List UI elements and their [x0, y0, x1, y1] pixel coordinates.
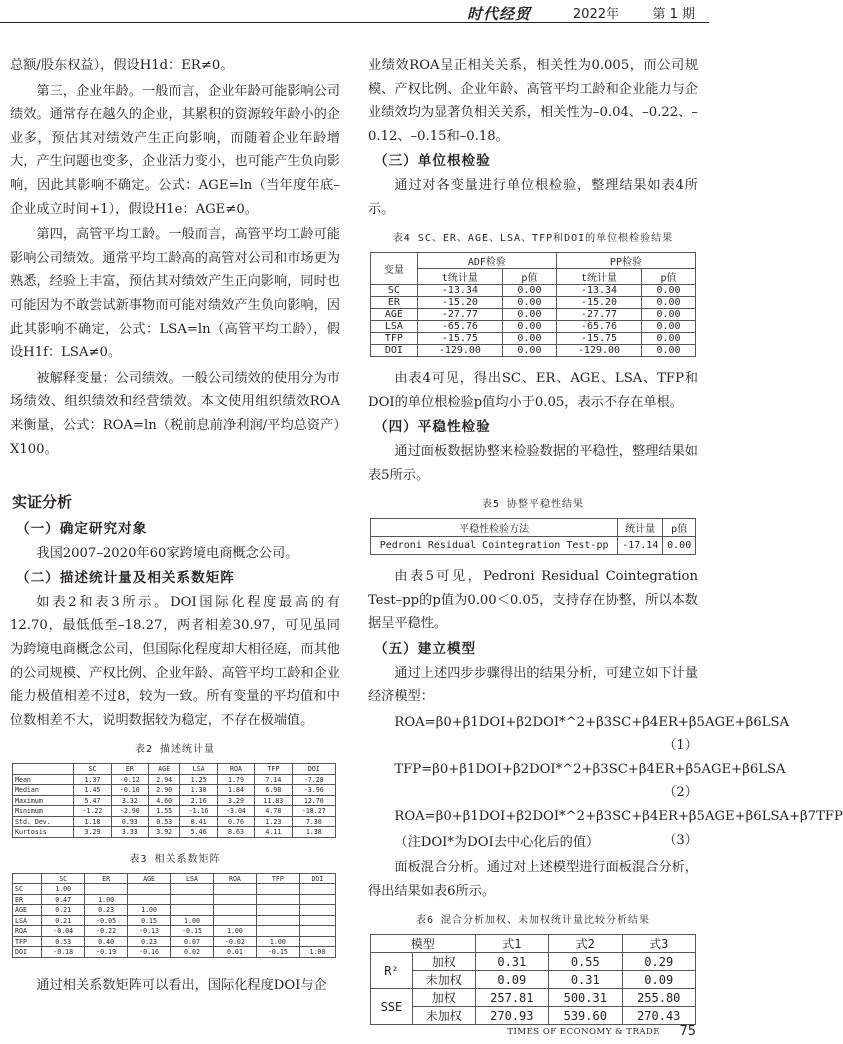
table-cell: -0.02 — [213, 936, 256, 947]
table-cell: 0.31 — [549, 971, 622, 989]
table-cell: 0.00 — [503, 285, 557, 297]
table-header-row — [13, 764, 336, 775]
table-cell: -1.22 — [74, 806, 111, 817]
table-header-cell: 变量 — [371, 253, 418, 285]
page-footer — [368, 1024, 698, 1040]
table-cell: 1.38 — [292, 827, 335, 838]
table-header-cell — [13, 873, 42, 884]
table-cell: 未加权 — [412, 971, 475, 989]
table-caption: 表3 相关系数矩阵 — [129, 853, 221, 865]
table-cell: -0.22 — [85, 926, 128, 937]
table-header-cell: DOI — [292, 764, 335, 775]
table-cell: -3.04 — [217, 806, 254, 817]
table-cell: 1.00 — [213, 926, 256, 937]
table-cell: 0.02 — [171, 947, 214, 958]
issue-year: 2022年 — [572, 7, 619, 22]
table-header-cell: 平稳性检验方法 — [371, 519, 618, 537]
table-cell: 0.09 — [475, 971, 548, 989]
table-cell: 2.90 — [149, 785, 180, 796]
magazine-title: 时代经贸 — [466, 5, 531, 23]
paragraph: 总额/股东权益），假设H1d：ER≠0。 — [10, 58, 234, 73]
paragraph: 通过面板数据协整来检验数据的平稳性，整理结果如表5所示。 — [368, 443, 698, 483]
table-cell: 11.83 — [255, 795, 292, 806]
paragraph: 我国2007–2020年60家跨境电商概念公司。 — [36, 545, 299, 561]
table-header-cell: 统计量 — [618, 519, 663, 537]
table-cell: -129.00 — [417, 345, 502, 357]
table-cell: 1.84 — [217, 785, 254, 796]
table-cell: 0.00 — [642, 297, 696, 309]
table-cell: 0.00 — [642, 285, 696, 297]
table-cell: 0.00 — [503, 309, 557, 321]
page-number: 75 — [679, 1024, 696, 1039]
table-cell: 2.16 — [180, 795, 217, 806]
table-cell: 2.94 — [149, 774, 180, 785]
table-cell: -17.14 — [618, 537, 663, 555]
table-cell — [128, 894, 171, 905]
table-cell: 5.46 — [180, 827, 217, 838]
table-caption: 表4 SC、ER、AGE、LSA、TFP和DOI的单位根检验结果 — [392, 233, 674, 245]
table-cell: 0.00 — [663, 537, 696, 555]
table-cell: Pedroni Residual Cointegration Test-pp — [371, 537, 618, 555]
table-cell: -13.34 — [556, 285, 641, 297]
table-row — [13, 947, 336, 958]
table-cell: -0.10 — [111, 785, 148, 796]
table-header-cell: SC — [74, 764, 111, 775]
table-cell: ROA — [13, 926, 42, 937]
table-header-cell: p值 — [663, 519, 696, 537]
table-cell: 5.47 — [74, 795, 111, 806]
table-cell: AGE — [13, 905, 42, 916]
table-row — [371, 297, 696, 309]
table-row — [13, 905, 336, 916]
table-row — [13, 915, 336, 926]
table-cell — [171, 905, 214, 916]
table-row — [13, 795, 336, 806]
table-cell: 0.01 — [213, 947, 256, 958]
table-cell: 0.00 — [503, 321, 557, 333]
table-cell — [256, 884, 299, 895]
table-row — [371, 285, 696, 297]
table-cell: -65.76 — [417, 321, 502, 333]
table-cell — [256, 905, 299, 916]
table-cell: -0.16 — [128, 947, 171, 958]
table-cell: -0.04 — [42, 926, 85, 937]
table-cell: 1.23 — [255, 816, 292, 827]
table-header-cell: ROA — [213, 873, 256, 884]
table-header-cell: TFP — [255, 764, 292, 775]
table-cell: DOI — [371, 345, 418, 357]
table-header-cell: p值 — [503, 269, 557, 285]
table-cell: 257.81 — [475, 989, 548, 1007]
table-cell — [299, 884, 335, 895]
table-cell: -129.00 — [556, 345, 641, 357]
table-cell — [171, 894, 214, 905]
table-cell: 1.55 — [149, 806, 180, 817]
table-cell: Kurtosis — [13, 827, 74, 838]
table-cell: LSA — [371, 321, 418, 333]
equation-text: ROA=β0+β1DOI+β2DOI*^2+β3SC+β4ER+β5AGE+β6LSA — [394, 714, 790, 730]
table-cell: -2.90 — [111, 806, 148, 817]
table-row — [13, 884, 336, 895]
table-cell — [213, 905, 256, 916]
table-cell: 4.78 — [255, 806, 292, 817]
table-row — [13, 806, 336, 817]
table-cell — [128, 884, 171, 895]
table-cell: 0.31 — [475, 953, 548, 971]
header-rule — [0, 22, 709, 23]
table-row — [371, 537, 696, 555]
table-cell: 3.92 — [149, 827, 180, 838]
table-cell: Minimum — [13, 806, 74, 817]
table-cell: TFP — [371, 333, 418, 345]
paragraph: 被解释变量：公司绩效。一般公司绩效的使用分为市场绩效、组织绩效和经营绩效。本文使用组织绩效ROA来衡量，公式：ROA=ln（税前息前净利润/平均总资产）X100。 — [10, 370, 340, 457]
paragraph: 由表5可见，Pedroni Residual Cointegration Test–pp的p值为0.00＜0.05，支持存在协整，所以本数据呈平稳性。 — [368, 569, 698, 632]
paragraph: 如表2和表3所示。DOI国际化程度最高的有12.70，最低低至–18.27，两者相差30.97，可见虽同为跨境电商概念公司，但国际化程度却大相径庭，而其他的公司规模、产权比例、企业年龄、高管平均工龄和企业能力极值相差不过8，较为一致。所有变量的平均值和中位数相差不大，说明数据较为稳定，不存在极端值。 — [10, 594, 340, 728]
cointegration-table — [370, 518, 696, 555]
table-cell: 1.30 — [180, 785, 217, 796]
table-cell: 0.29 — [622, 953, 696, 971]
table-cell: -15.75 — [556, 333, 641, 345]
equation-text: TFP=β0+β1DOI+β2DOI*^2+β3SC+β4ER+β5AGE+β6LSA — [394, 761, 786, 777]
page-header — [0, 0, 709, 26]
table-cell: 0.40 — [85, 936, 128, 947]
table-cell: SSE — [371, 989, 413, 1025]
table-cell: 1.00 — [299, 947, 335, 958]
table-cell: -18.27 — [292, 806, 335, 817]
table-cell: -7.28 — [292, 774, 335, 785]
table-cell: 加权 — [412, 953, 475, 971]
table-cell: 0.53 — [42, 936, 85, 947]
table-cell: 1.00 — [256, 936, 299, 947]
table-cell: Median — [13, 785, 74, 796]
table-cell: 1.00 — [42, 884, 85, 895]
table-cell — [299, 936, 335, 947]
table-cell: R² — [371, 953, 413, 989]
table-cell: 0.00 — [642, 321, 696, 333]
table-cell: 0.00 — [503, 345, 557, 357]
table-row — [371, 345, 696, 357]
table-header-cell: p值 — [642, 269, 696, 285]
table-cell: ER — [371, 297, 418, 309]
table-cell: 0.21 — [42, 915, 85, 926]
table-cell: -13.34 — [417, 285, 502, 297]
table-row — [371, 321, 696, 333]
table-row — [371, 989, 696, 1007]
table-header-cell: LSA — [171, 873, 214, 884]
table-cell: -3.96 — [292, 785, 335, 796]
table-cell: 0.93 — [111, 816, 148, 827]
table-header-cell: AGE — [128, 873, 171, 884]
table-cell: ER — [13, 894, 42, 905]
subsection-heading: （五）建立模型 — [374, 640, 477, 657]
table-cell: 500.31 — [549, 989, 622, 1007]
table-row — [371, 1007, 696, 1025]
table-cell: 0.00 — [642, 309, 696, 321]
table-cell — [299, 915, 335, 926]
table-cell — [299, 894, 335, 905]
pooled-analysis-table — [370, 934, 696, 1025]
publication-name: TIMES OF ECONOMY & TRADE — [507, 1027, 660, 1037]
table-cell: 0.00 — [642, 333, 696, 345]
unit-root-test-table — [370, 252, 696, 357]
table-header-cell: ER — [111, 764, 148, 775]
table-row — [371, 333, 696, 345]
table-cell: 0.47 — [42, 894, 85, 905]
equation-text: ROA=β0+β1DOI+β2DOI*^2+β3SC+β4ER+β5AGE+β6LSA+β7TFP — [394, 809, 843, 825]
table-cell: Std. Dev. — [13, 816, 74, 827]
paragraph: 面板混合分析。通过对上述模型进行面板混合分析，得出结果如表6所示。 — [368, 860, 698, 899]
table-cell: 4.11 — [255, 827, 292, 838]
table-header-cell — [13, 764, 74, 775]
table-cell: 0.53 — [149, 816, 180, 827]
table-cell: 1.37 — [74, 774, 111, 785]
table-cell: Maximum — [13, 795, 74, 806]
table-header-row — [371, 253, 696, 269]
table-cell: 8.63 — [217, 827, 254, 838]
issue-number: 第 1 期 — [652, 7, 695, 22]
table-cell: 0.23 — [85, 905, 128, 916]
table-cell: TFP — [13, 936, 42, 947]
table-cell: 0.76 — [217, 816, 254, 827]
table-header-cell: DOI — [299, 873, 335, 884]
table-cell: -0.15 — [171, 926, 214, 937]
table-cell: 1.00 — [128, 905, 171, 916]
table-cell — [256, 926, 299, 937]
table-cell: -0.15 — [256, 947, 299, 958]
table-cell: 3.33 — [111, 827, 148, 838]
section-heading: 实证分析 — [12, 493, 73, 512]
table-row — [371, 309, 696, 321]
table-cell: 4.60 — [149, 795, 180, 806]
table-cell: 1.25 — [180, 774, 217, 785]
paragraph: 第四，高管平均工龄。一般而言，高管平均工龄可能影响公司绩效。通常平均工龄高的高管对公司和市场更为熟悉，经验上丰富，预估其对绩效产生正向影响，同时也可能因为不敢尝试新事物而可能对绩效产生负向影响，因此其影响不确定，公式：LSA=ln（高管平均工龄），假设H1f：LSA≠0。 — [10, 227, 340, 361]
table-row — [371, 953, 696, 971]
table-cell: 1.00 — [171, 915, 214, 926]
table-cell — [213, 884, 256, 895]
subsection-heading: （四）平稳性检验 — [374, 419, 491, 436]
table-cell: -65.76 — [556, 321, 641, 333]
paragraph: 通过上述四步步骤得出的结果分析，可建立如下计量经济模型： — [368, 665, 698, 705]
descriptive-stats-table — [12, 763, 336, 838]
equation-note: （注DOI*为DOI去中心化后的值） — [394, 834, 600, 850]
table-header-cell: AGE — [149, 764, 180, 775]
table-cell: 0.00 — [642, 345, 696, 357]
table-header-row — [13, 873, 336, 884]
table-cell: 3.32 — [111, 795, 148, 806]
table-row — [13, 894, 336, 905]
table-cell: 7.30 — [292, 816, 335, 827]
table-cell: 0.07 — [171, 936, 214, 947]
table-cell: 1.79 — [217, 774, 254, 785]
equation-tag: （2） — [663, 785, 698, 801]
table-cell: -0.13 — [128, 926, 171, 937]
table-cell: AGE — [371, 309, 418, 321]
table-header-row — [371, 935, 696, 953]
right-column — [368, 54, 843, 1025]
subsection-heading: （二）描述统计量及相关系数矩阵 — [16, 570, 235, 587]
table-row — [13, 785, 336, 796]
table-cell — [85, 884, 128, 895]
table-caption: 表6 混合分析加权、未加权统计量比较分析结果 — [415, 915, 651, 927]
table-header-cell: 式2 — [549, 935, 622, 953]
equation-1 — [368, 711, 790, 754]
table-cell: 0.00 — [503, 297, 557, 309]
table-cell: -1.16 — [180, 806, 217, 817]
table-cell: 0.23 — [128, 936, 171, 947]
table-cell: 3.29 — [74, 827, 111, 838]
correlation-matrix-table — [12, 873, 336, 958]
table-cell — [299, 905, 335, 916]
table-cell: 270.43 — [622, 1007, 696, 1025]
table-header-cell: t统计量 — [556, 269, 641, 285]
table-caption: 表2 描述统计量 — [134, 744, 216, 756]
table-cell: 255.80 — [622, 989, 696, 1007]
table-cell — [213, 894, 256, 905]
table-header-cell: 式3 — [622, 935, 696, 953]
table-cell: 0.21 — [42, 905, 85, 916]
subsection-heading: （三）单位根检验 — [374, 153, 491, 170]
paragraph: 由表4可见，得出SC、ER、AGE、LSA、TFP和DOI的单位根检验p值均小于0.05，表示不存在单根。 — [368, 371, 698, 410]
paragraph: 通过对各变量进行单位根检验，整理结果如表4所示。 — [368, 177, 698, 217]
table-cell: 6.98 — [255, 785, 292, 796]
table-cell: Mean — [13, 774, 74, 785]
table-cell: DOI — [13, 947, 42, 958]
table-cell: 12.70 — [292, 795, 335, 806]
table-caption: 表5 协整平稳性结果 — [481, 499, 585, 511]
table-cell: LSA — [13, 915, 42, 926]
table-cell: -27.77 — [417, 309, 502, 321]
equation-tag: （1） — [663, 738, 698, 754]
table-header-cell: t统计量 — [417, 269, 502, 285]
table-cell: 1.18 — [74, 816, 111, 827]
table-row — [13, 816, 336, 827]
table-cell: 539.60 — [549, 1007, 622, 1025]
table-cell: 270.93 — [475, 1007, 548, 1025]
table-cell: -15.20 — [417, 297, 502, 309]
table-cell: -15.20 — [556, 297, 641, 309]
equation-tag: （3） — [663, 832, 698, 848]
table-header-cell: PP检验 — [556, 253, 695, 269]
table-cell — [213, 915, 256, 926]
table-cell: -0.05 — [85, 915, 128, 926]
left-column — [10, 54, 340, 1000]
table-cell: -27.77 — [556, 309, 641, 321]
table-row — [13, 774, 336, 785]
table-cell: SC — [13, 884, 42, 895]
table-cell: 3.29 — [217, 795, 254, 806]
subsection-heading: （一）确定研究对象 — [16, 521, 148, 538]
table-cell — [256, 894, 299, 905]
table-cell — [171, 884, 214, 895]
table-cell — [299, 926, 335, 937]
paragraph: 通过相关系数矩阵可以看出，国际化程度DOI与企 — [36, 977, 327, 993]
table-header-cell: LSA — [180, 764, 217, 775]
table-header-row — [371, 269, 696, 285]
table-header-row — [371, 519, 696, 537]
table-row — [13, 936, 336, 947]
table-header-cell: ROA — [217, 764, 254, 775]
table-cell: -0.18 — [42, 947, 85, 958]
table-cell: 未加权 — [412, 1007, 475, 1025]
table-cell: 加权 — [412, 989, 475, 1007]
table-row — [371, 971, 696, 989]
table-cell: 0.41 — [180, 816, 217, 827]
paragraph: 业绩效ROA呈正相关关系，相关性为0.005，而公司规模、产权比例、企业年龄、高管平均工龄和企业能力与企业绩效均为显著负相关关系，相关性为–0.04、–0.22、–0.12、–0.15和–0.18。 — [368, 58, 698, 144]
table-header-cell: ER — [85, 873, 128, 884]
table-header-cell: SC — [42, 873, 85, 884]
table-cell: 1.45 — [74, 785, 111, 796]
table-header-cell: TFP — [256, 873, 299, 884]
table-row — [13, 926, 336, 937]
table-cell: SC — [371, 285, 418, 297]
table-cell — [256, 915, 299, 926]
table-header-cell: 式1 — [475, 935, 548, 953]
table-header-cell: ADF检验 — [417, 253, 556, 269]
table-cell: -0.12 — [111, 774, 148, 785]
table-header-cell: 模型 — [371, 935, 476, 953]
table-row — [13, 827, 336, 838]
table-cell: 0.55 — [549, 953, 622, 971]
paragraph: 第三，企业年龄。一般而言，企业年龄可能影响公司绩效。通常存在越久的企业，其累积的资源较年龄小的企业多，预估其对绩效产生正向影响，而随着企业年龄增大，产生问题也变多，企业活力变小，也可能产生负向影响，因此其影响不确定。公式：AGE=ln（当年度年底–企业成立时间+1），假设H1e：AGE≠0。 — [10, 83, 340, 217]
table-cell: 7.14 — [255, 774, 292, 785]
table-cell: 0.15 — [128, 915, 171, 926]
table-cell: -15.75 — [417, 333, 502, 345]
table-cell: 0.09 — [622, 971, 696, 989]
table-cell: 0.00 — [503, 333, 557, 345]
table-cell: 1.00 — [85, 894, 128, 905]
table-cell: -0.19 — [85, 947, 128, 958]
